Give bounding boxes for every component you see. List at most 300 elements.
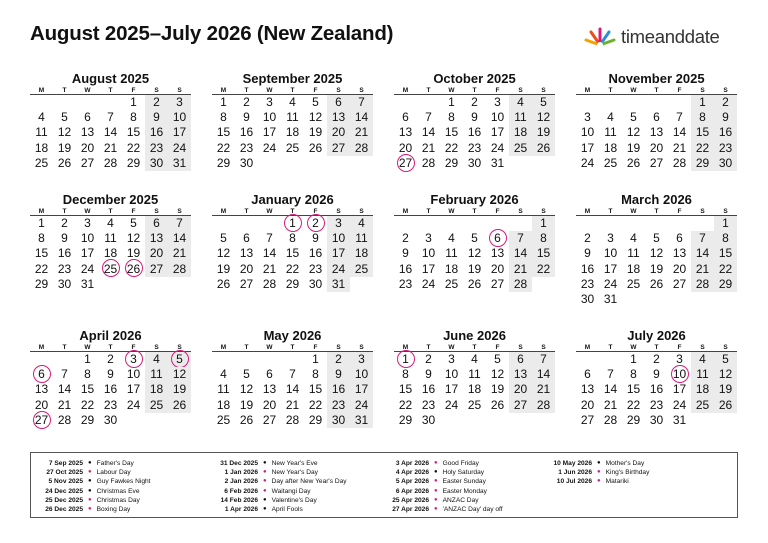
weekday-label: F: [495, 208, 500, 215]
day-cell: 11: [35, 125, 48, 140]
holiday-day-cell: 2: [304, 216, 327, 231]
weekday-label: T: [654, 344, 659, 351]
day-cell: 16: [714, 125, 737, 140]
weekday-label: T: [244, 208, 249, 215]
empty-cell: [281, 352, 304, 367]
day-cell: 29: [691, 156, 714, 171]
day-cell: 18: [216, 397, 231, 412]
day-cell: 13: [649, 125, 664, 140]
observance-dot-icon: ●: [263, 506, 267, 513]
day-cell: 24: [490, 140, 505, 155]
weekday-header: [576, 87, 737, 95]
weekday-header: [30, 344, 191, 352]
weekday-header: [576, 344, 737, 352]
weekday-label: F: [677, 208, 682, 215]
day-cell: 14: [603, 382, 618, 397]
weekday-label: S: [723, 208, 728, 215]
weekday-label: W: [448, 344, 455, 351]
day-cell: 25: [350, 262, 373, 277]
day-cell: 17: [327, 246, 350, 261]
day-cell: 16: [308, 246, 323, 261]
day-cell: 3: [266, 95, 273, 109]
empty-cell: [622, 95, 645, 110]
weekday-label: M: [220, 87, 227, 94]
holiday-date: 5 Apr 2026: [395, 478, 429, 486]
holiday-name: Waitangi Day: [271, 487, 311, 495]
day-cell: 14: [285, 382, 300, 397]
day-cell: 13: [580, 382, 595, 397]
day-cell: 29: [398, 412, 413, 427]
day-cell: 26: [216, 276, 231, 291]
day-cell: 30: [327, 413, 350, 428]
day-cell: 25: [285, 140, 300, 155]
day-cell: 27: [262, 412, 277, 427]
day-cell: 12: [467, 246, 482, 261]
weekday-label: T: [290, 87, 295, 94]
weekday-label: S: [541, 208, 546, 215]
weekday-label: S: [336, 344, 341, 351]
holiday-date: 6 Apr 2026: [395, 487, 429, 495]
weekday-label: M: [38, 344, 45, 351]
day-cell: 6: [266, 367, 273, 382]
day-cell: 26: [239, 412, 254, 427]
holiday-day-cell: 25: [99, 262, 122, 277]
empty-cell: [668, 216, 691, 231]
day-cell: 6: [402, 110, 409, 125]
day-cell: 14: [350, 110, 373, 125]
weekday-label: T: [290, 208, 295, 215]
weekday-label: M: [38, 208, 45, 215]
day-cell: 6: [584, 367, 591, 382]
day-cell: 24: [80, 261, 95, 276]
day-cell: 5: [312, 95, 319, 109]
weekday-label: W: [266, 87, 273, 94]
weekday-label: M: [584, 344, 591, 351]
day-cell: 4: [691, 352, 714, 367]
holiday-day-cell: 26: [122, 262, 145, 277]
month-name: July 2026: [627, 328, 686, 343]
day-cell: 4: [145, 352, 168, 367]
day-cell: 20: [262, 397, 277, 412]
day-cell: 21: [262, 261, 277, 276]
day-cell: 11: [350, 231, 373, 246]
holiday-name: Labour Day: [96, 469, 131, 477]
holiday-name: ANZAC Day: [442, 496, 479, 504]
day-cell: 6: [84, 110, 91, 125]
public-holiday-dot-icon: ●: [434, 460, 438, 466]
weekday-label: F: [677, 344, 682, 351]
day-cell: 2: [327, 352, 350, 367]
weekday-label: F: [495, 344, 500, 351]
day-cell: 10: [603, 246, 618, 261]
day-cell: 15: [398, 382, 413, 397]
day-cell: 6: [243, 231, 250, 246]
weekday-header: [394, 87, 555, 95]
day-cell: 5: [532, 95, 555, 110]
day-cell: 8: [532, 231, 555, 246]
weekday-label: W: [84, 208, 91, 215]
holiday-name: Holy Saturday: [442, 469, 485, 477]
day-cell: 26: [57, 155, 72, 170]
empty-cell: [645, 95, 668, 110]
day-cell: 18: [626, 261, 641, 276]
day-cell: 31: [80, 276, 95, 291]
day-cell: 16: [239, 125, 254, 140]
weekday-label: T: [290, 344, 295, 351]
day-cell: 20: [145, 246, 168, 261]
day-cell: 18: [103, 246, 118, 261]
empty-cell: [53, 95, 76, 110]
public-holiday-dot-icon: ●: [434, 487, 438, 494]
weekday-label: T: [472, 208, 477, 215]
day-cell: 10: [80, 231, 95, 246]
day-cell: 31: [490, 155, 505, 170]
day-cell: 8: [691, 110, 714, 125]
day-cell: 7: [168, 216, 191, 231]
holiday-entry: [207, 487, 347, 496]
day-cell: 20: [509, 382, 532, 397]
day-cell: 29: [80, 412, 95, 427]
empty-cell: [463, 216, 486, 231]
holiday-name: King's Birthday: [605, 469, 650, 477]
day-cell: 9: [243, 110, 250, 125]
day-cell: 14: [168, 231, 191, 246]
weekday-label: W: [84, 344, 91, 351]
day-cell: 7: [425, 110, 432, 125]
day-cell: 11: [691, 367, 714, 382]
weekday-label: F: [313, 344, 318, 351]
day-cell: 7: [61, 367, 68, 382]
day-cell: 11: [468, 367, 481, 382]
day-cell: 4: [471, 352, 478, 366]
day-cell: 23: [714, 141, 737, 156]
day-cell: 1: [630, 352, 637, 366]
empty-cell: [258, 352, 281, 367]
day-cell: 11: [217, 382, 230, 397]
holiday-day-cell: 27: [394, 156, 417, 171]
day-cell: 21: [168, 246, 191, 261]
month-name: March 2026: [621, 192, 692, 207]
day-cell: 26: [649, 276, 664, 291]
weekday-label: T: [654, 208, 659, 215]
day-cell: 20: [398, 140, 413, 155]
day-cell: 4: [289, 95, 296, 109]
day-cell: 18: [285, 125, 300, 140]
timeanddate-logo[interactable]: [582, 26, 720, 48]
day-cell: 22: [80, 397, 95, 412]
weekday-label: T: [426, 208, 431, 215]
day-cell: 17: [490, 125, 505, 140]
day-cell: 26: [168, 398, 191, 413]
observance-dot-icon: ●: [88, 487, 92, 494]
day-cell: 2: [425, 352, 432, 366]
holiday-day-cell: 10: [668, 367, 691, 382]
day-cell: 25: [467, 397, 482, 412]
day-cell: 20: [80, 140, 95, 155]
empty-cell: [576, 352, 599, 367]
weekday-label: S: [336, 208, 341, 215]
day-cell: 24: [421, 276, 436, 291]
day-cell: 3: [494, 95, 501, 109]
day-cell: 23: [398, 276, 413, 291]
day-cell: 12: [216, 246, 231, 261]
day-cell: 19: [490, 382, 505, 397]
holiday-name: Christmas Day: [96, 496, 140, 504]
weekday-label: S: [541, 344, 546, 351]
day-cell: 10: [126, 367, 141, 382]
holiday-day-cell: 5: [168, 352, 191, 367]
day-cell: 4: [220, 367, 227, 382]
day-cell: 4: [448, 231, 455, 246]
day-cell: 19: [467, 261, 482, 276]
day-grid: [394, 216, 555, 292]
day-cell: 10: [490, 110, 505, 125]
day-cell: 5: [714, 352, 737, 367]
month-calendar: [30, 328, 191, 428]
day-cell: 26: [308, 140, 323, 155]
month-name: January 2026: [251, 192, 334, 207]
day-cell: 16: [57, 246, 72, 261]
day-cell: 13: [490, 246, 505, 261]
holiday-entry: [552, 459, 649, 468]
public-holiday-dot-icon: ●: [263, 469, 267, 476]
empty-cell: [691, 216, 714, 231]
day-cell: 23: [308, 261, 323, 276]
day-cell: 31: [327, 277, 350, 292]
day-grid: [212, 95, 373, 171]
day-cell: 10: [262, 110, 277, 125]
day-cell: 10: [350, 367, 373, 382]
month-calendar: [394, 192, 555, 292]
weekday-label: T: [108, 208, 113, 215]
observance-dot-icon: ●: [263, 496, 267, 503]
empty-cell: [235, 216, 258, 231]
day-cell: 15: [444, 125, 459, 140]
weekday-label: S: [700, 87, 705, 94]
empty-cell: [235, 352, 258, 367]
holiday-date: 1 Jun 2026: [558, 469, 592, 477]
holiday-entry: [380, 496, 503, 505]
day-cell: 9: [425, 367, 432, 382]
day-cell: 25: [145, 398, 168, 413]
month-calendar: [576, 192, 737, 307]
day-cell: 22: [308, 397, 323, 412]
day-cell: 30: [649, 412, 664, 427]
month-name: September 2025: [242, 71, 343, 86]
weekday-label: S: [177, 87, 182, 94]
day-cell: 27: [239, 276, 254, 291]
holiday-column: [35, 459, 151, 514]
day-cell: 7: [289, 367, 296, 382]
weekday-label: W: [266, 344, 273, 351]
day-cell: 3: [676, 352, 683, 366]
day-cell: 19: [714, 382, 737, 397]
weekday-label: M: [220, 344, 227, 351]
day-cell: 24: [126, 397, 141, 412]
day-cell: 23: [103, 397, 118, 412]
month-calendar: [576, 328, 737, 428]
weekday-label: S: [700, 208, 705, 215]
holiday-day-cell: 27: [30, 413, 53, 428]
weekday-label: F: [131, 208, 136, 215]
day-cell: 7: [691, 231, 714, 246]
day-cell: 17: [603, 261, 618, 276]
holiday-name: New Year's Day: [271, 469, 318, 477]
holiday-entry: [207, 505, 347, 514]
day-cell: 10: [444, 367, 459, 382]
month-calendar: [212, 328, 373, 428]
day-cell: 23: [649, 397, 664, 412]
day-cell: 24: [672, 397, 687, 412]
weekday-label: M: [402, 344, 409, 351]
weekday-label: T: [426, 344, 431, 351]
empty-cell: [668, 95, 691, 110]
day-cell: 12: [308, 110, 323, 125]
day-cell: 4: [509, 95, 532, 110]
public-holiday-dot-icon: ●: [434, 478, 438, 485]
day-cell: 8: [38, 231, 45, 246]
day-cell: 15: [532, 246, 555, 261]
weekday-label: W: [266, 208, 273, 215]
day-cell: 8: [402, 367, 409, 382]
day-cell: 9: [653, 367, 660, 382]
day-grid: [212, 352, 373, 428]
day-cell: 22: [285, 261, 300, 276]
weekday-label: F: [313, 87, 318, 94]
weekday-label: W: [630, 208, 637, 215]
day-cell: 3: [327, 216, 350, 231]
weekday-label: T: [654, 87, 659, 94]
weekday-label: T: [426, 87, 431, 94]
weekday-label: M: [38, 87, 45, 94]
day-cell: 31: [168, 156, 191, 171]
day-cell: 15: [285, 246, 300, 261]
holiday-entry: [35, 468, 151, 477]
day-cell: 21: [532, 382, 555, 397]
holiday-entry: [380, 487, 503, 496]
day-cell: 18: [444, 261, 459, 276]
weekday-label: W: [448, 208, 455, 215]
day-cell: 12: [626, 125, 641, 140]
day-cell: 8: [130, 110, 137, 125]
observance-dot-icon: ●: [597, 460, 601, 466]
holiday-date: 26 Dec 2025: [45, 506, 83, 514]
day-cell: 16: [649, 382, 664, 397]
day-cell: 3: [584, 110, 591, 125]
month-name: November 2025: [608, 71, 705, 86]
day-cell: 11: [145, 367, 168, 382]
day-cell: 14: [421, 125, 436, 140]
day-cell: 9: [714, 110, 737, 125]
day-cell: 5: [220, 231, 227, 246]
weekday-label: F: [131, 87, 136, 94]
empty-cell: [417, 216, 440, 231]
day-cell: 15: [626, 382, 641, 397]
day-cell: 10: [580, 125, 595, 140]
day-cell: 20: [239, 261, 254, 276]
holiday-entry: [207, 468, 347, 477]
day-cell: 22: [126, 140, 141, 155]
day-cell: 2: [584, 231, 591, 246]
empty-cell: [394, 216, 417, 231]
day-cell: 14: [262, 246, 277, 261]
holiday-entry: [35, 459, 151, 468]
day-cell: 30: [103, 412, 118, 427]
observance-dot-icon: ●: [88, 478, 92, 485]
day-cell: 17: [262, 125, 277, 140]
day-grid: [30, 95, 191, 171]
day-cell: 4: [630, 231, 637, 246]
public-holiday-dot-icon: ●: [434, 506, 438, 513]
day-cell: 30: [580, 291, 595, 306]
day-cell: 20: [34, 397, 49, 412]
day-cell: 28: [262, 276, 277, 291]
weekday-label: M: [402, 208, 409, 215]
day-cell: 6: [327, 95, 350, 110]
day-grid: [30, 352, 191, 428]
day-cell: 15: [126, 125, 141, 140]
day-cell: 24: [262, 140, 277, 155]
day-cell: 25: [216, 412, 231, 427]
day-cell: 7: [350, 95, 373, 110]
day-cell: 24: [580, 155, 595, 170]
public-holiday-dot-icon: ●: [434, 496, 438, 503]
day-cell: 25: [603, 155, 618, 170]
day-cell: 17: [672, 382, 687, 397]
day-cell: 29: [285, 276, 300, 291]
day-cell: 1: [84, 352, 91, 366]
day-cell: 1: [532, 216, 555, 231]
day-cell: 12: [649, 246, 664, 261]
weekday-label: T: [108, 344, 113, 351]
holiday-day-cell: 6: [486, 231, 509, 246]
day-cell: 6: [653, 110, 660, 125]
observance-dot-icon: ●: [263, 460, 267, 466]
holiday-entry: [380, 468, 503, 477]
day-cell: 5: [61, 110, 68, 125]
weekday-label: S: [154, 208, 159, 215]
weekday-label: S: [359, 344, 364, 351]
weekday-header: [212, 344, 373, 352]
month-name: April 2026: [79, 328, 142, 343]
day-cell: 12: [490, 367, 505, 382]
holiday-date: 25 Dec 2025: [45, 496, 83, 504]
month-calendar: [394, 71, 555, 171]
day-cell: 27: [490, 276, 505, 291]
day-cell: 1: [312, 352, 319, 366]
day-cell: 21: [421, 140, 436, 155]
holiday-date: 6 Feb 2026: [224, 487, 258, 495]
observance-dot-icon: ●: [88, 460, 92, 466]
day-cell: 1: [38, 216, 45, 230]
day-cell: 15: [308, 382, 323, 397]
weekday-header: [394, 208, 555, 216]
day-cell: 1: [691, 95, 714, 110]
holiday-name: Easter Sunday: [442, 478, 486, 486]
weekday-label: T: [608, 87, 613, 94]
holiday-name: Valentine's Day: [271, 496, 317, 504]
day-cell: 25: [691, 398, 714, 413]
day-cell: 19: [308, 125, 323, 140]
day-cell: 11: [104, 231, 117, 246]
day-cell: 23: [421, 397, 436, 412]
holiday-column: [207, 459, 347, 514]
day-cell: 18: [350, 246, 373, 261]
weekday-label: T: [608, 344, 613, 351]
holiday-date: 31 Dec 2025: [220, 460, 258, 467]
weekday-label: F: [131, 344, 136, 351]
weekday-header: [212, 87, 373, 95]
